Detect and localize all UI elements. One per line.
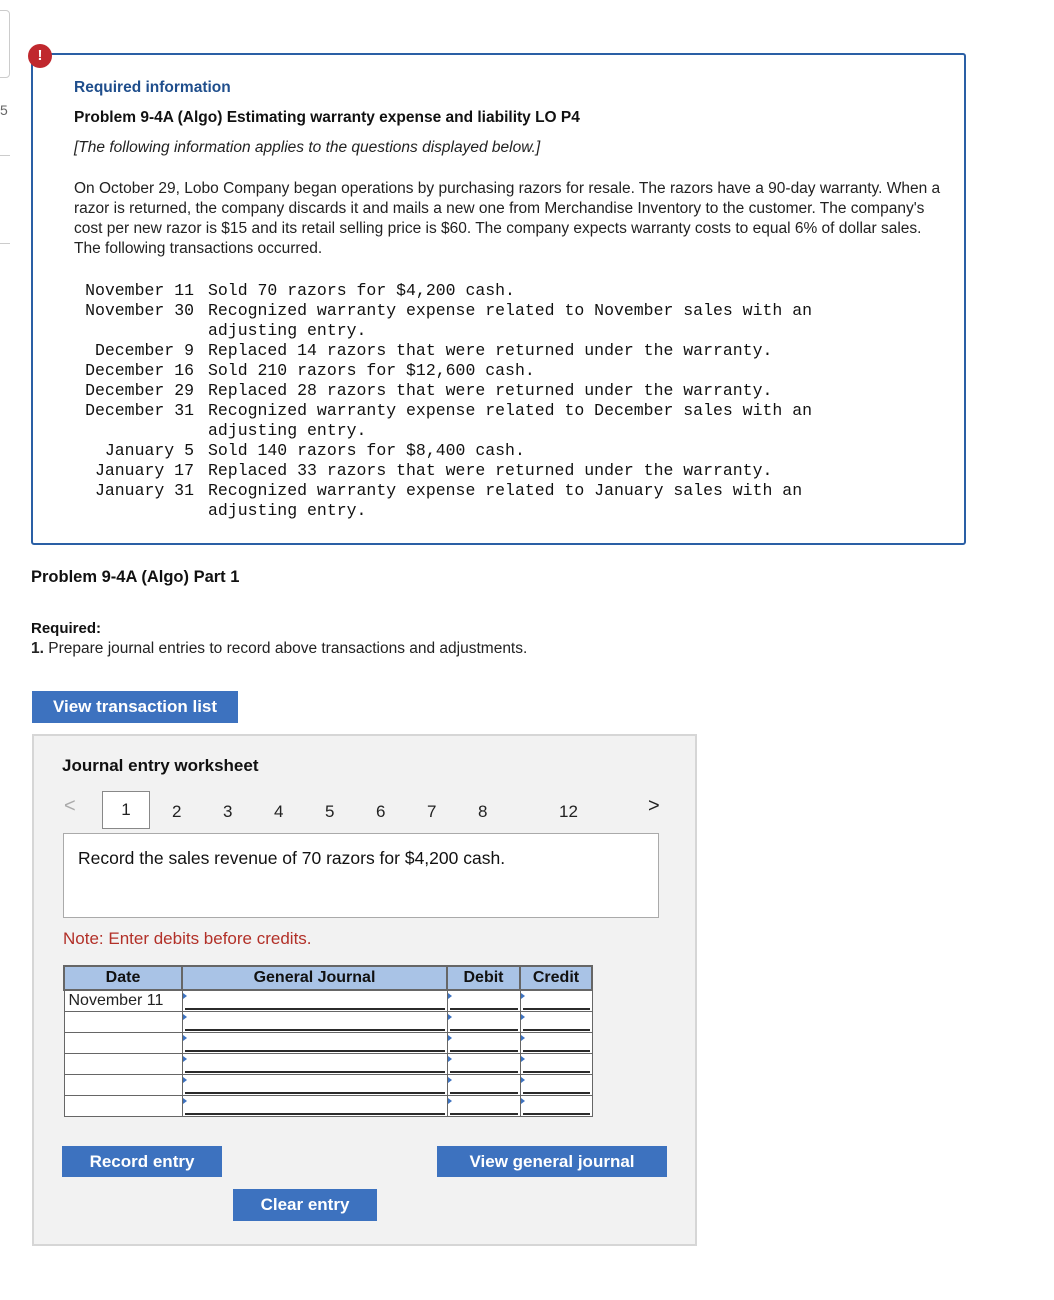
date-header: Date — [64, 966, 182, 990]
general-journal-header: General Journal — [182, 966, 447, 990]
transaction-row — [74, 301, 888, 341]
transaction-row — [74, 401, 888, 441]
journal-row — [64, 1096, 592, 1117]
account-select[interactable] — [182, 990, 447, 1012]
date-cell — [64, 1054, 182, 1075]
applies-note: [The following information applies to the questions displayed below.] — [74, 139, 541, 156]
debit-input[interactable] — [447, 1012, 520, 1033]
required-label: Required: — [31, 620, 102, 637]
transaction-list — [74, 281, 888, 521]
edge-panel — [0, 10, 10, 78]
account-select[interactable] — [182, 1096, 447, 1117]
debits-note: Note: Enter debits before credits. — [63, 929, 312, 948]
transaction-date: January 5 — [104, 441, 194, 460]
transaction-desc: Sold 140 razors for $8,400 cash. — [208, 441, 525, 460]
journal-row — [64, 1054, 592, 1075]
account-select[interactable] — [182, 1012, 447, 1033]
required-number: 1. — [31, 640, 44, 657]
chevron-right-icon[interactable]: > — [648, 795, 660, 817]
page-tab-8[interactable]: 8 — [478, 802, 488, 821]
transaction-date: January 31 — [94, 481, 194, 500]
page-tab-1[interactable]: 1 — [102, 791, 150, 829]
page-tab-2[interactable]: 2 — [172, 802, 182, 821]
credit-input[interactable] — [520, 990, 592, 1012]
transaction-desc: Replaced 28 razors that were returned under the warranty. — [208, 381, 773, 400]
record-entry-button[interactable]: Record entry — [62, 1146, 222, 1177]
debit-input[interactable] — [447, 1033, 520, 1054]
credit-input[interactable] — [520, 1096, 592, 1117]
journal-header-row — [64, 966, 592, 990]
transaction-date: November 11 — [85, 281, 194, 300]
journal-row — [64, 990, 592, 1012]
edge-question-number: 5 — [0, 102, 8, 118]
transaction-desc: Recognized warranty expense related to December sales with an adjusting entry. — [208, 401, 812, 440]
transaction-desc: Sold 70 razors for $4,200 cash. — [208, 281, 515, 300]
journal-table — [63, 965, 593, 1117]
date-cell — [64, 1012, 182, 1033]
required-text: Prepare journal entries to record above transactions and adjustments. — [48, 640, 528, 657]
transaction-desc: Recognized warranty expense related to January sales with an adjusting entry. — [208, 481, 803, 520]
required-item — [31, 640, 527, 658]
required-information-heading: Required information — [74, 79, 231, 96]
date-cell — [64, 1033, 182, 1054]
date-cell: November 11 — [64, 990, 182, 1012]
transaction-desc: Recognized warranty expense related to November sales with an adjusting entry. — [208, 301, 812, 340]
problem-description: On October 29, Lobo Company began operations by purchasing razors for resale. The razors have a 90-day warranty. When a razor is returned, the company discards it and mails a new one from Merchandise Inventory to the customer. The company's cost per new razor is $15 and its retail selling price is $60. The company expects warranty costs to equal 6% of dollar sales. The following transactions occurred. — [74, 180, 941, 257]
page-tab-6[interactable]: 6 — [376, 802, 386, 821]
transaction-date: December 31 — [85, 401, 194, 420]
edge-divider — [0, 243, 10, 244]
transaction-row — [74, 361, 888, 381]
page-tab-7[interactable]: 7 — [427, 802, 437, 821]
debit-input[interactable] — [447, 1075, 520, 1096]
view-transaction-list-button[interactable]: View transaction list — [32, 691, 238, 723]
transaction-row — [74, 481, 888, 521]
credit-header: Credit — [520, 966, 592, 990]
transaction-row — [74, 281, 888, 301]
account-select[interactable] — [182, 1054, 447, 1075]
transaction-date: November 30 — [85, 301, 194, 320]
page-tab-12[interactable]: 12 — [559, 802, 578, 821]
chevron-left-icon[interactable]: < — [64, 795, 76, 817]
date-cell — [64, 1096, 182, 1117]
worksheet-title: Journal entry worksheet — [62, 756, 259, 775]
view-general-journal-button[interactable]: View general journal — [437, 1146, 667, 1177]
page-tab-5[interactable]: 5 — [325, 802, 335, 821]
debit-input[interactable] — [447, 1096, 520, 1117]
journal-row — [64, 1012, 592, 1033]
credit-input[interactable] — [520, 1033, 592, 1054]
account-select[interactable] — [182, 1075, 447, 1096]
alert-icon: ! — [28, 44, 52, 68]
part-title: Problem 9-4A (Algo) Part 1 — [31, 568, 240, 586]
transaction-date: December 16 — [85, 361, 194, 380]
edge-divider — [0, 155, 10, 156]
problem-title: Problem 9-4A (Algo) Estimating warranty expense and liability LO P4 — [74, 109, 580, 126]
transaction-row — [74, 441, 888, 461]
transaction-desc: Sold 210 razors for $12,600 cash. — [208, 361, 535, 380]
date-cell — [64, 1075, 182, 1096]
page-tab-4[interactable]: 4 — [274, 802, 284, 821]
page-tab-3[interactable]: 3 — [223, 802, 233, 821]
transaction-desc: Replaced 33 razors that were returned under the warranty. — [208, 461, 773, 480]
entry-prompt: Record the sales revenue of 70 razors for $4,200 cash. — [78, 848, 506, 868]
transaction-desc: Replaced 14 razors that were returned under the warranty. — [208, 341, 773, 360]
transaction-date: January 17 — [94, 461, 194, 480]
transaction-date: December 9 — [94, 341, 194, 360]
transaction-date: December 29 — [85, 381, 194, 400]
transaction-row — [74, 381, 888, 401]
transaction-row — [74, 341, 888, 361]
account-select[interactable] — [182, 1033, 447, 1054]
clear-entry-button[interactable]: Clear entry — [233, 1189, 377, 1221]
credit-input[interactable] — [520, 1012, 592, 1033]
journal-row — [64, 1075, 592, 1096]
debit-input[interactable] — [447, 990, 520, 1012]
journal-row — [64, 1033, 592, 1054]
transaction-row — [74, 461, 888, 481]
debit-input[interactable] — [447, 1054, 520, 1075]
entry-prompt-box — [63, 833, 659, 918]
debit-header: Debit — [447, 966, 520, 990]
credit-input[interactable] — [520, 1075, 592, 1096]
credit-input[interactable] — [520, 1054, 592, 1075]
